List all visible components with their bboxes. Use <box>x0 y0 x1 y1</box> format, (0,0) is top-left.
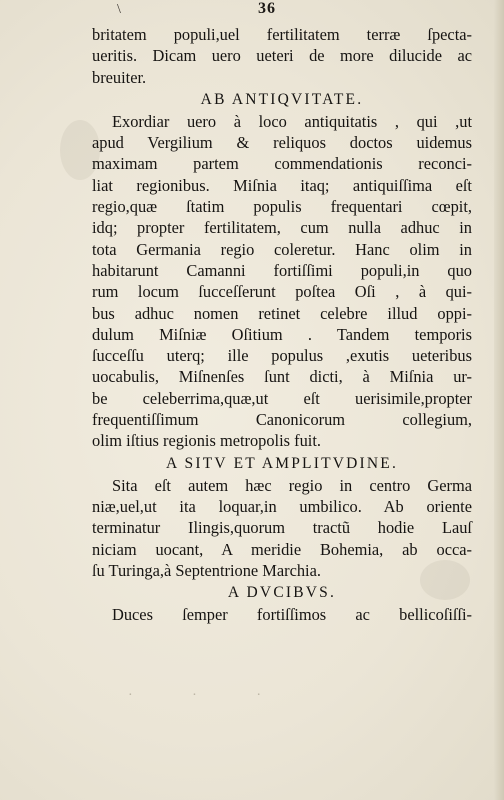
paragraph-continuation <box>92 24 472 88</box>
show-through-marks: · · · <box>128 688 289 703</box>
text-line: maximam partem commendationis reconci- <box>92 154 472 174</box>
printer-mark: \ <box>117 2 121 17</box>
text-line: terminatur Ilingis,quorum tractũ hodie Lauſ <box>92 518 472 538</box>
text-line: idq; propter fertilitatem, cum nulla adhuc in <box>92 218 472 238</box>
text-line: frequentiſſimum Canonicorum collegium, <box>92 410 472 430</box>
text-line: niciam uocant, A meridie Bohemia, ab occa- <box>92 539 472 559</box>
text-line: ueritis. Dicam uero ueteri de more dilucide ac <box>92 46 472 66</box>
section-heading: AB ANTIQVITATE. <box>200 90 364 108</box>
section-situation <box>92 452 472 581</box>
section-heading: A SITV ET AMPLITVDINE. <box>165 454 399 472</box>
text-line: bus adhuc nomen retinet celebre illud oppi- <box>92 303 472 323</box>
text-line: habitarunt Camanni fortiſſimi populi,in quo <box>92 260 472 280</box>
text-line: be celeberrima,quæ,ut eſt uerisimile,propter <box>92 388 472 408</box>
text-line: rum locum ſucceſſerunt poſtea Oſi , à qui- <box>92 282 472 302</box>
text-line: niæ,uel,ut ita loquar,in umbilico. Ab oriente <box>92 496 472 516</box>
section-antiquity <box>92 88 472 452</box>
text-line: breuiter. <box>92 67 147 87</box>
text-line: ſu Turinga,à Septentrione Marchia. <box>92 560 321 580</box>
text-line: liat regionibus. Miſnia itaq; antiquiſſima eſt <box>92 175 472 195</box>
page-number: 36 <box>258 0 276 17</box>
text-line: dulum Miſniæ Oſitium . Tandem temporis <box>92 324 472 344</box>
text-line: ſucceſſu uterq; ille populus ,exutis ueteribus <box>92 346 472 366</box>
section-dukes <box>92 581 472 625</box>
text-line: apud Vergilium & reliquos doctos uidemus <box>92 133 472 153</box>
text-line: Sita eſt autem hæc regio in centro Germa <box>112 475 472 495</box>
text-line: Exordiar uero à loco antiquitatis , qui ,ut <box>112 111 472 131</box>
section-heading: A DVCIBVS. <box>227 584 337 602</box>
text-line: Duces ſemper fortiſſimos ac bellicoſiſſi- <box>112 605 472 625</box>
text-line: regio,quæ ſtatim populis frequentari cœpit, <box>92 197 472 217</box>
body-text <box>92 24 472 625</box>
page-edge <box>494 0 504 800</box>
text-line: olim iſtius regionis metropolis fuit. <box>92 431 322 451</box>
text-line: tota Germania regio coleretur. Hanc olim in <box>92 239 472 259</box>
text-line: uocabulis, Miſnenſes ſunt dicti, à Miſnia ur- <box>92 367 472 387</box>
text-line: britatem populi,uel fertilitatem terræ ſpecta- <box>92 25 472 44</box>
